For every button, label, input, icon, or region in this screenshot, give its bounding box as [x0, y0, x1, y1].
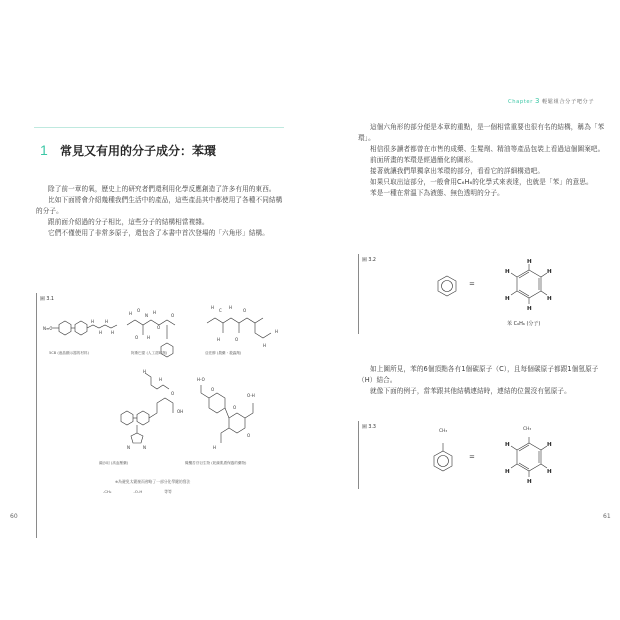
svg-text:O: O	[233, 405, 237, 410]
figure-label: 圖 3.1	[40, 297, 54, 302]
right-page	[310, 88, 620, 528]
paragraph: 相信很多讀者都曾在市售的成藥、生髮劑、精油等產品包裝上看過這個圖案吧。	[370, 145, 605, 153]
svg-text:O: O	[171, 391, 175, 396]
toluene-skeletal-icon	[434, 443, 452, 471]
svg-text:N: N	[145, 313, 148, 318]
figure-3-1	[36, 293, 289, 538]
left-body	[36, 184, 288, 239]
svg-text:H: H	[547, 296, 552, 302]
caption-aspartame: 阿斯巴甜 (人工甜味劑)	[131, 351, 168, 355]
svg-text:H: H	[505, 442, 510, 448]
svg-text:H: H	[275, 329, 279, 334]
section-rule	[34, 127, 284, 128]
note-item-ch3: -CH₃	[103, 489, 112, 494]
svg-text:H: H	[99, 330, 103, 335]
paragraph: 除了前一章的氧，歷史上的研究者們還利用化學反應創造了許多有用的東西。	[48, 185, 276, 193]
svg-text:H: H	[213, 445, 217, 450]
figure-3-3-drawing	[359, 421, 609, 489]
figure-label: 圖 3.3	[362, 425, 376, 430]
figure-3-3	[358, 421, 609, 489]
svg-text:H: H	[547, 469, 552, 475]
svg-text:H: H	[211, 305, 215, 310]
svg-text:O: O	[211, 387, 215, 392]
equals-sign: =	[469, 453, 475, 461]
svg-text:O: O	[247, 433, 251, 438]
caption-oleuropein: 橄欖苦苷衍生物 (乾燥肌膚保養的藥物)	[185, 461, 247, 465]
svg-text:H: H	[547, 269, 552, 275]
note-item-oh: -O-H	[133, 489, 143, 494]
svg-text:H: H	[527, 259, 532, 265]
svg-text:H: H	[91, 319, 95, 324]
equals-sign: =	[469, 280, 475, 288]
svg-text:H: H	[111, 330, 115, 335]
svg-text:OH: OH	[177, 409, 184, 414]
figure-label: 圖 3.2	[362, 258, 376, 263]
chapter-number: 3	[534, 97, 541, 105]
paragraph: 就像下面的例子，當苯跟其他結構連結時，連結的位置沒有氫原子。	[370, 387, 571, 395]
left-page	[0, 88, 310, 528]
molecule-valsartan	[121, 369, 183, 450]
page-number-left: 60	[10, 513, 18, 520]
svg-text:H: H	[143, 369, 147, 374]
paragraph: 接著就讓我們單獨拿出苯環的部分，看看它的詳細構造吧。	[370, 167, 545, 175]
page-number-right: 61	[603, 513, 611, 520]
toluene-full-structure	[505, 437, 552, 485]
svg-text:H: H	[153, 310, 157, 315]
chapter-word: Chapter	[508, 99, 533, 105]
benzene-full-structure	[505, 259, 552, 312]
svg-text:O-H: O-H	[247, 393, 255, 398]
paragraph: 這個六角形的部分便是本章的重點，是一個相當重要也很有名的結構，稱為「苯環」。	[358, 123, 605, 142]
svg-text:N≡C: N≡C	[43, 326, 53, 331]
caption-5cb: 5CB (液晶顯示器的材料)	[49, 351, 89, 355]
svg-text:H-O: H-O	[197, 377, 205, 382]
molecule-5cb	[43, 319, 117, 335]
chapter-title-header: 輕鬆組合分子吧分子	[542, 99, 595, 105]
right-body-b	[358, 364, 610, 397]
figure-3-1-drawing	[37, 293, 289, 538]
paragraph: 比如下面將會介紹幾種我們生活中的產品，這些產品其中都使用了各種不同結構的分子。	[36, 196, 283, 215]
svg-text:H: H	[129, 311, 133, 316]
paragraph: 前面所畫的苯環是經過簡化的圖形。	[370, 156, 478, 164]
paragraph: 如果只取出這部分，一般會用C₆H₆的化學式來表達，也就是「苯」的意思。	[370, 178, 593, 186]
molecule-oleuropein	[197, 377, 255, 450]
benzene-skeletal-icon	[438, 276, 456, 296]
methyl-label-full: CH₃	[523, 427, 532, 432]
molecule-pesticide	[207, 305, 278, 348]
svg-text:O: O	[135, 335, 139, 340]
svg-text:H: H	[217, 337, 221, 342]
figure-3-2-drawing	[359, 254, 609, 334]
paragraph: 如上圖所見，苯的6個頂點各有1個碳原子（C），且每個碳原子都跟1個氫原子（H）結合。	[358, 365, 599, 384]
molecule-aspartame	[127, 308, 175, 357]
svg-text:O: O	[157, 325, 161, 330]
svg-text:C: C	[219, 308, 222, 313]
svg-text:H: H	[105, 319, 109, 324]
figure-3-2	[358, 254, 609, 334]
svg-text:H: H	[505, 296, 510, 302]
svg-text:O: O	[137, 308, 141, 313]
paragraph: 苯是一種在常溫下為液態、無色透明的分子。	[370, 189, 504, 197]
caption-pesticide: 亞佐醇 (農藥・殺蟲劑)	[205, 351, 242, 355]
bond-note: ※為避免太繁複而省略了一部分化學鍵的寫法	[115, 479, 191, 484]
paragraph: 它們不僅使用了非常多原子，還包含了本書中首次登場的「六角形」結構。	[48, 229, 269, 237]
section-title: 常見又有用的分子成分：苯環	[60, 144, 217, 158]
svg-text:O: O	[171, 313, 175, 318]
svg-text:O: O	[243, 308, 247, 313]
svg-text:N: N	[143, 445, 146, 450]
svg-text:H: H	[547, 442, 552, 448]
svg-text:H: H	[505, 269, 510, 275]
note-item-etc: 等等	[164, 489, 172, 494]
svg-text:H: H	[527, 479, 532, 485]
svg-text:H: H	[229, 305, 233, 310]
svg-text:H: H	[505, 469, 510, 475]
svg-text:H: H	[147, 335, 151, 340]
paragraph: 跟前面介紹過的分子相比，這些分子的結構相當複雜。	[48, 218, 209, 226]
svg-text:H: H	[263, 343, 267, 348]
bond-note-legend	[103, 489, 172, 495]
methyl-label: CH₃	[439, 429, 448, 434]
svg-text:N: N	[127, 445, 130, 450]
right-body	[358, 122, 610, 199]
caption-valsartan: 纈沙坦 (高血壓藥)	[99, 461, 129, 465]
svg-text:H: H	[527, 306, 532, 312]
benzene-caption: 苯 C₆H₆ (分子)	[507, 321, 541, 327]
svg-text:H: H	[159, 377, 163, 382]
svg-text:O: O	[235, 337, 239, 342]
section-number: 1	[40, 142, 48, 158]
